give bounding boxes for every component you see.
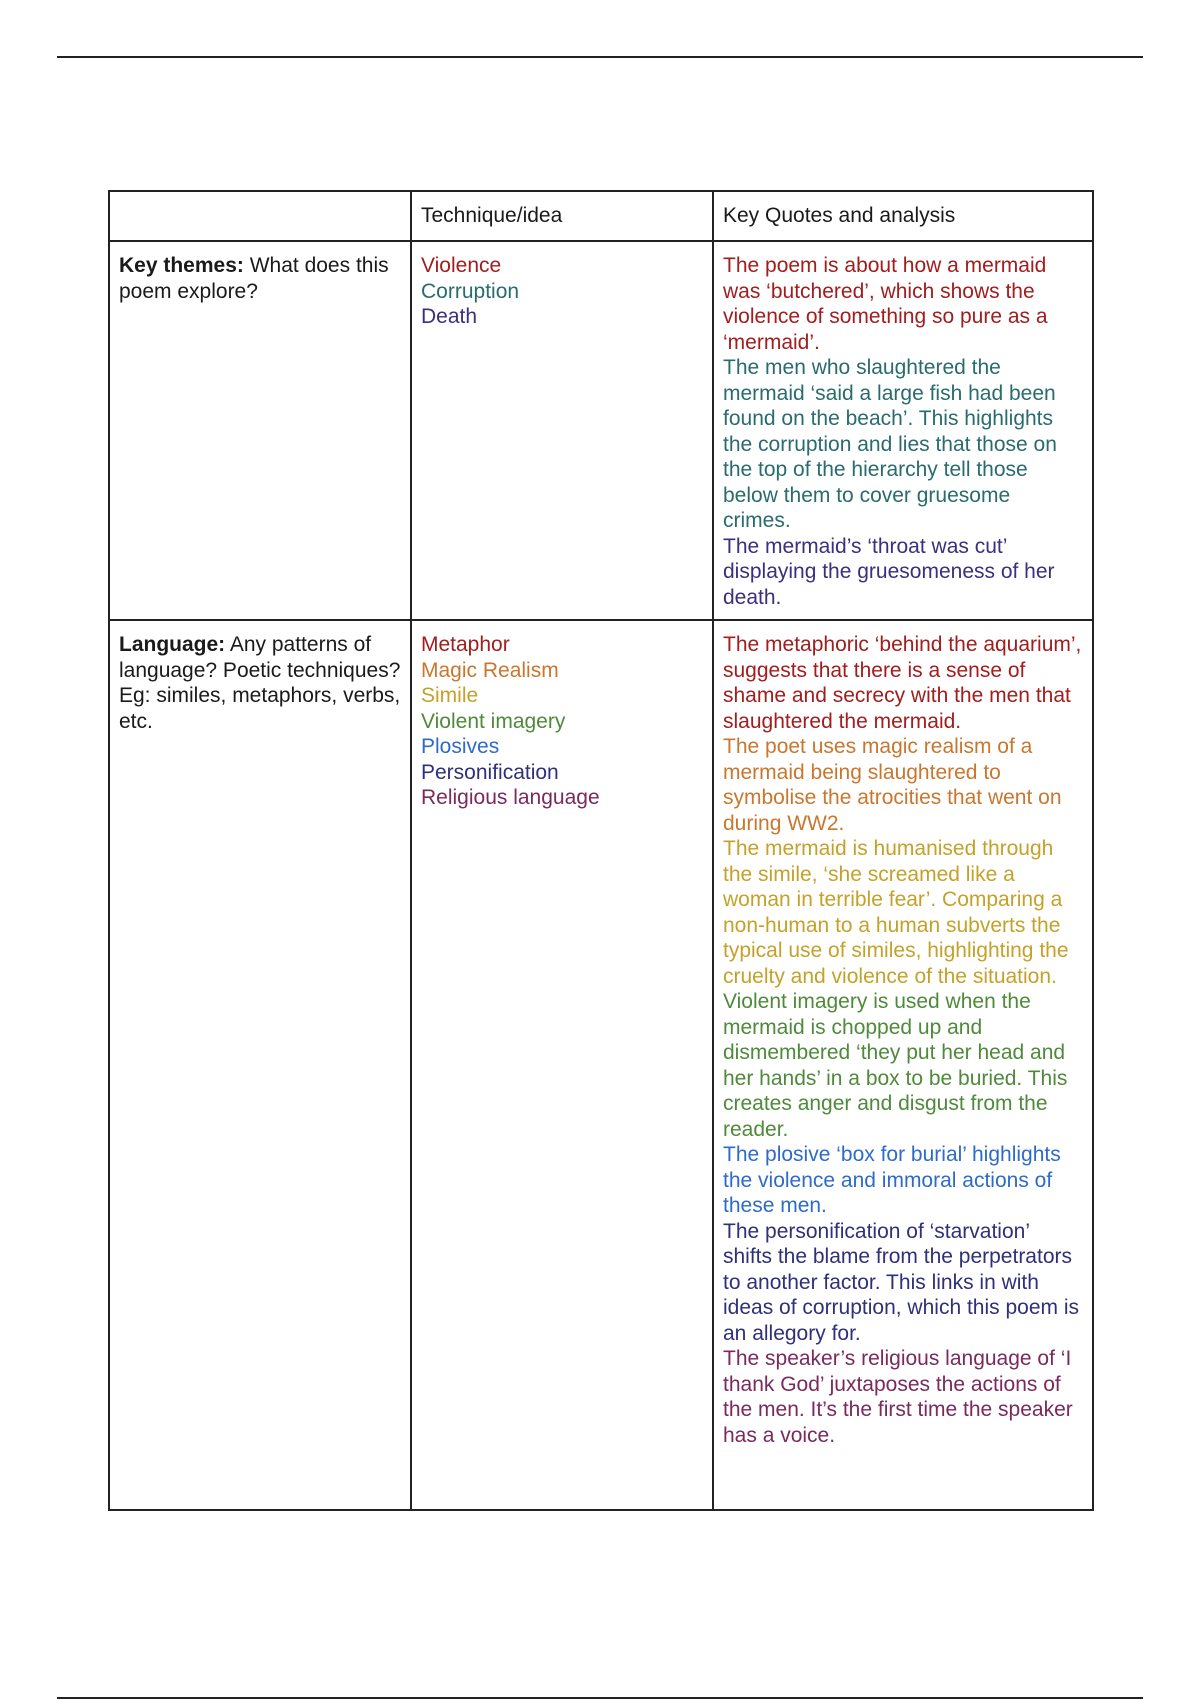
top-rule: [57, 56, 1143, 58]
language-label: [109, 620, 411, 1510]
header-technique: Technique/idea: [411, 191, 713, 241]
analysis-paragraph: The mermaid’s ‘throat was cut’ displaying the gruesomeness of her death.: [723, 534, 1055, 609]
technique-item: Religious language: [421, 786, 600, 809]
analysis-paragraph: The poet uses magic realism of a mermaid being slaughtered to symbolise the atrocities that went on during WW2.: [723, 735, 1062, 835]
analysis-paragraph: The plosive ‘box for burial’ highlights the violence and immoral actions of these men.: [723, 1143, 1061, 1217]
key-themes-row: [109, 241, 1093, 620]
analysis-paragraph: The personification of ‘starvation’ shifts the blame from the perpetrators to another factor. This links in with ideas of corruption, which this poem is an allegory for.: [723, 1219, 1080, 1345]
key-themes-label-text: What does this poem explore?: [119, 254, 389, 303]
analysis-paragraph: The poem is about how a mermaid was ‘butchered’, which shows the violence of something so pure as a ‘mermaid’.: [723, 254, 1048, 354]
analysis-paragraph: The mermaid is humanised through the simile, ‘she screamed like a woman in terrible fear’. Comparing a non-human to a human subverts the typical use of similes, highlighting the cruelty and violence of the situation.: [723, 837, 1069, 988]
technique-item: Metaphor: [421, 633, 510, 656]
technique-item: Plosives: [421, 735, 500, 758]
technique-item: Violent imagery: [421, 709, 566, 733]
header-row: [109, 191, 1093, 241]
language-label-bold: Language:: [119, 633, 226, 656]
technique-item: Personification: [421, 760, 559, 784]
analysis-paragraph: The men who slaughtered the mermaid ‘said a large fish had been found on the beach’. This highlights the corruption and lies that those on the top of the hierarchy tell those below them to cover gruesome crimes.: [723, 356, 1057, 532]
language-row: [109, 620, 1093, 1510]
key-themes-label-bold: Key themes:: [119, 254, 244, 277]
technique-item: Corruption: [421, 279, 520, 303]
technique-item: Violence: [421, 254, 502, 277]
technique-item: Death: [421, 305, 478, 328]
header-key-quotes: Key Quotes and analysis: [713, 191, 1093, 241]
technique-item: Simile: [421, 684, 479, 707]
technique-item: Magic Realism: [421, 658, 559, 682]
key-themes-analysis: [713, 241, 1093, 620]
analysis-paragraph: The metaphoric ‘behind the aquarium’, suggests that there is a sense of shame and secrecy with the men that slaughtered the mermaid.: [723, 633, 1082, 733]
language-techniques: [411, 620, 713, 1510]
analysis-paragraph: Violent imagery is used when the mermaid is chopped up and dismembered ‘they put her head and her hands’ in a box to be buried. This creates anger and disgust from the reader.: [723, 990, 1068, 1141]
header-cell-empty: [109, 191, 411, 241]
key-themes-label: [109, 241, 411, 620]
poem-analysis-table: [108, 190, 1094, 1511]
analysis-paragraph: The speaker’s religious language of ‘I thank God’ juxtaposes the actions of the men. It’s the first time the speaker has a voice.: [723, 1347, 1073, 1447]
bottom-rule: [57, 1697, 1143, 1699]
language-analysis: [713, 620, 1093, 1510]
key-themes-techniques: [411, 241, 713, 620]
language-label-text: Any patterns of language? Poetic techniques? Eg: similes, metaphors, verbs, etc.: [119, 633, 401, 733]
